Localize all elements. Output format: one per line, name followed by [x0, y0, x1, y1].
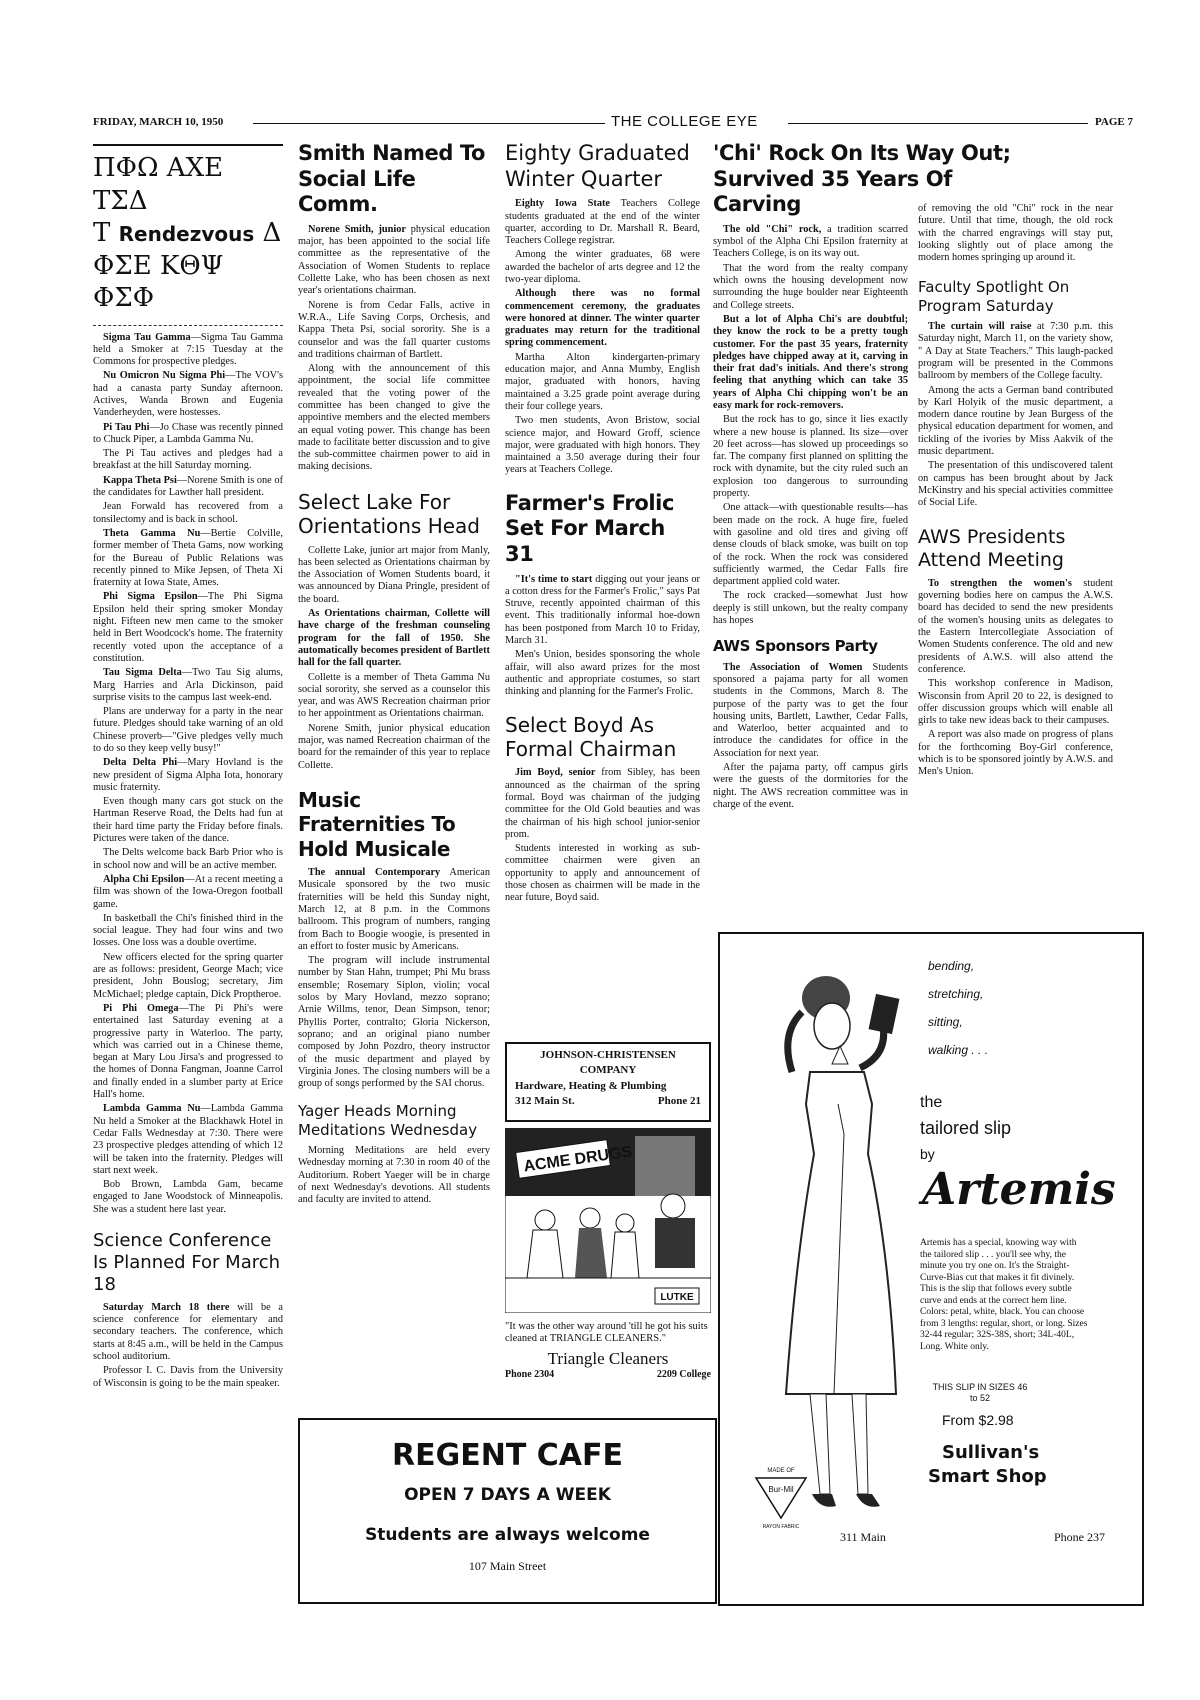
ad-verb: sitting, [928, 1015, 963, 1029]
ad-verb: bending, [928, 959, 975, 973]
paragraph-text: will be a science conference for elementary and secondary teachers. The conference, which starts at 8:45 a.m., will be held in the Campus school auditorium. [93, 1301, 283, 1363]
masthead-rule [253, 123, 605, 124]
lead-in: Jim Boyd, senior [515, 767, 596, 779]
lead-in: As Orientations chairman, Collette will have charge of the freshman counseling program for the fall of 1950. She automatically becomes president of Bartlett hall for the fall quarter. [298, 608, 490, 669]
masthead [93, 113, 1133, 132]
lead-in: "It's time to start [515, 573, 593, 585]
article-paragraph [298, 672, 490, 721]
greek-letters-row: ΦΣΕ ΚΘΨ ΦΣΦ [93, 250, 224, 313]
article-body [298, 545, 490, 772]
article-body [298, 224, 490, 474]
paragraph-text: That the word from the realty company which owns the housing development now surrounding the huge boulder near Eighteenth and College streets. [713, 262, 908, 311]
headline-farmers-frolic: Farmer's Frolic Set For March 31 [505, 490, 674, 566]
ad-phone: Phone 237 [1054, 1530, 1105, 1544]
lead-in: The annual Contemporary [308, 867, 441, 879]
lead-in: Eighty Iowa State [515, 198, 610, 210]
article-paragraph [298, 608, 490, 669]
ad-phone: Phone 21 [657, 1095, 701, 1108]
paragraph-text: The program will include instrumental number by Stan Hahn, trumpet; Phi Mu brass ensemble; Rosemary Siplon, violin; vocal solos by Mary Hovland, mezzo soprano; Arnie Willms, tenor, Dean Simpson, tenor; Phyllis Porter, contralto; Gloria Nickerson, soprano; and an original piano number composed by John Pozdro, theory instructor of the music department and played by Virginia Jones. The closing numbers will be a group of songs performed by the SAI chorus. [298, 955, 490, 1090]
paragraph-text: Collette is a member of Theta Gamma Nu social sorority, she served as a counselor this year, and was AWS Recreation chairman prior to her appointment as Orientations chairman. [298, 671, 490, 720]
paragraph-text: —The VOV's had a canasta party Sunday afternoon. Actives, Wanda Brown and Eugenia Vanderheyden, were hostesses. [93, 370, 283, 419]
article-paragraph [93, 874, 283, 911]
column-three [505, 137, 700, 907]
ad-tagline: Students are always welcome [365, 1525, 650, 1545]
article-paragraph [298, 300, 490, 361]
lead-in: Kappa Theta Psi [103, 474, 177, 486]
article-paragraph [93, 501, 283, 526]
article-paragraph [298, 723, 490, 772]
lead-in: Pi Tau Phi [103, 421, 150, 433]
article-paragraph [505, 198, 700, 247]
paragraph-text: A report was also made on progress of plans for the forthcoming Boy-Girl conference, which is to be sponsored jointly by A.W.S. and Men's Union. [918, 729, 1113, 778]
article-paragraph [918, 321, 1113, 382]
headline-smith-named: Smith Named To Social Life Comm. [298, 141, 486, 217]
paragraph-text: physical education major, has been appointed to the social life committee as the representative of the Association of Women Students to replace Collette Lake, who has been chosen as next year's orientations chairman. [298, 223, 490, 297]
paragraph-text: —The Phi Sigma Epsilon held their spring smoker Monday night. Fifteen new men came to the smoker held in Bert Woodcock's home. The fraternity recently voted upon the acceptance of a constitution. [93, 591, 283, 664]
article-paragraph [713, 224, 908, 261]
ad-verbs [928, 952, 988, 1064]
ad-the: the [920, 1094, 943, 1111]
article-paragraph [505, 352, 700, 413]
article-paragraph [713, 590, 908, 627]
ad-phone: Phone 2304 [505, 1369, 555, 1380]
article-paragraph [505, 767, 700, 841]
article-paragraph [93, 528, 283, 589]
lead-in: Theta Gamma Nu [103, 527, 201, 539]
article-body [298, 1145, 490, 1206]
article-paragraph [918, 385, 1113, 459]
ad-business-name: Triangle Cleaners [547, 1349, 669, 1368]
paragraph-text: Among the winter graduates, 68 were awarded the bachelor of arts degree and 12 the two-year diploma. [505, 249, 700, 285]
paragraph-text: —Norene Smith is one of the candidates for Lawther hall president. [93, 474, 283, 499]
lead-in: Pi Phi Omega [103, 1002, 179, 1014]
article-paragraph [298, 363, 490, 474]
article-paragraph [298, 545, 490, 606]
paragraph-text: New officers elected for the spring quarter are as follows: president, George Mach; vice president, John Bouslog; secretary, Jim McMichael; pledge captain, Dick Proptheroe. [93, 951, 283, 1000]
paragraph-text: digging out your jeans or a cotton dress for the Farmer's Frolic," says Pat Struve, recently appointed chairman of this event. This traditionally informal hoe-down has been postponed from March 10 to Friday, March 31. [505, 573, 700, 647]
paragraph-text: —Sigma Tau Gamma held a Smoker at 7:15 Tuesday at the Commons for prospective pledges. [93, 331, 283, 368]
column-greek-news [93, 140, 283, 1392]
article-paragraph [93, 1103, 283, 1177]
headline-eighty-graduated: Eighty Graduated Winter Quarter [505, 141, 690, 191]
paragraph-text: —Jo Chase was recently pinned to Chuck Piper, a Lambda Gamma Nu. [93, 421, 283, 445]
headline-science-conference: Science Conference Is Planned For March 18 [93, 1229, 281, 1295]
ad-by: by [920, 1146, 935, 1162]
article-paragraph [713, 762, 908, 811]
article-paragraph [93, 1179, 283, 1216]
label-top-text: MADE OF [767, 1468, 795, 1474]
article-paragraph [505, 843, 700, 904]
lead-in: The curtain will raise [928, 321, 1032, 333]
headline-yager-meditations: Yager Heads Morning Meditations Wednesday [298, 1102, 478, 1139]
paragraph-text: Students interested in working as sub-committee chairmen were given an opportunity to apply and announcement of those chosen as chairmen will be made in the near future, Boyd said. [505, 843, 700, 904]
paragraph-text: Norene Smith, junior physical education major, was named Recreation chairman of the board for the remainder of this year to replace Collette. [298, 722, 490, 771]
ad-company-name: JOHNSON-CHRISTENSEN COMPANY [540, 1049, 676, 1077]
paragraph-text: After the pajama party, off campus girls were the guests of the dormitories for the night. The AWS recreation committee was in charge of the event. [713, 762, 908, 810]
paragraph-text: Students sponsored a pajama party for all women students in the Commons, March 8. The purpose of the party was to get the four housing units, Bartlett, Lawther, Cedar Falls, and Waterloo, better acquainted and to introduce the candidates for office in the Association for next year. [713, 661, 909, 759]
paragraph-text: Plans are underway for a party in the near future. Pledges should take warning of an old Chinese proverb—"Give pledges velly much to do so they keep velly busy!" [93, 706, 283, 754]
ad-address: 2209 College [656, 1369, 711, 1380]
paragraph-text: —Mary Hovland is the new president of Sigma Alpha Iota, honorary music fraternity. [93, 757, 283, 793]
lead-in: Alpha Chi Epsilon [103, 873, 185, 885]
lead-in: Phi Sigma Epsilon [103, 591, 198, 603]
rendezvous-title: Rendezvous [118, 222, 255, 246]
article-paragraph [713, 263, 908, 312]
article-paragraph [713, 314, 908, 412]
column-five [918, 203, 1113, 781]
column-two [298, 137, 490, 1208]
bur-mil-label [746, 1462, 816, 1532]
issue-date: FRIDAY, MARCH 10, 1950 [93, 116, 224, 128]
lead-in: Norene Smith, junior [308, 223, 406, 235]
headline-aws-party: AWS Sponsors Party [713, 637, 878, 656]
article-paragraph [93, 591, 283, 665]
paragraph-text: Two men students, Avon Bristow, social science major, and Howard Groff, science major, were graduated with high honors. They maintained a 3.50 average during their four years at Teachers College. [505, 415, 700, 476]
paragraph-text: Even though many cars got stuck on the Hartman Reserve Road, the Delts had fun at their hard time party the Friday before finals. Pictures were taken of the dance. [93, 796, 283, 845]
greek-letter: Τ [93, 218, 111, 248]
article-body [298, 867, 490, 1090]
ad-johnson-christensen [505, 1042, 711, 1122]
rendezvous-header [93, 144, 283, 315]
article-paragraph [298, 1145, 490, 1206]
ad-body-copy: Artemis has a special, knowing way with the tailored slip . . . you'll see why, the minute you try one on. It's the Straight-Curve-Bias cut that makes it fit divinely. This is the slip that follows every subtle curve and ends at the correct hem line. Colors: petal, white, black. You can choose from 3 lengths: regular, short, or long. Sizes 32-44 regular; 32S-38S, short; 34L-40L, Long. White only. [920, 1238, 1088, 1352]
article-paragraph [93, 952, 283, 1001]
headline-boyd-formal: Select Boyd As Formal Chairman [505, 712, 677, 761]
article-paragraph [713, 662, 908, 760]
paragraph-text: Bob Brown, Lambda Gam, became engaged to Jane Woodstock of Minneapolis. She was a student here last year. [93, 1179, 283, 1215]
headline-lake-orientations: Select Lake For Orientations Head [298, 489, 480, 539]
ad-business-name: REGENT CAFE [392, 1438, 623, 1473]
paragraph-text: One attack—with questionable results—has been made on the rock. A huge fire, fueled with gasoline and old tires and giving off dense clouds of black smoke, was built on top of the rock. When the rock was considered sufficiently warmed, the Cedar Falls fire department applied cold water. [713, 502, 908, 588]
ad-store-name-line2: Smart Shop [928, 1466, 1047, 1487]
paragraph-text: Along with the announcement of this appointment, the social life committee revealed that the voting power of the committee has been changed to give the appointive members and the elected members an equal voting power. This change has been made to facilitate better discussion and to give the sub-committee chairmen power to aid in making decisions. [298, 363, 490, 473]
paragraph-text: The rock cracked—somewhat Just how deeply is still unkown, but the realty company has hopes [713, 590, 908, 627]
ad-product-name: tailored slip [920, 1118, 1012, 1138]
article-paragraph [93, 1003, 283, 1101]
lead-in: Although there was no formal commencement ceremony, the graduates were honored at dinner. The winter quarter graduates may return for the traditional spring commencement. [505, 288, 700, 349]
article-paragraph [93, 1365, 283, 1390]
newspaper-title: THE COLLEGE EYE [611, 113, 758, 130]
article-paragraph [298, 955, 490, 1090]
article-paragraph [93, 475, 283, 500]
ad-regent-cafe [298, 1418, 717, 1604]
article-paragraph [93, 706, 283, 755]
article-paragraph [918, 460, 1113, 509]
paragraph-text: —The Pi Phi's were entertained last Saturday evening at a progressive party in Waterloo. The party, which was carried out in a Chinese theme, began at Mary Lou Jirsa's and progressed to the homes of Donna Fangman, Joanne Carrol and finally ended in a slumber party at Erice Hall's home. [93, 1002, 283, 1101]
article-paragraph [918, 678, 1113, 727]
article-paragraph [505, 649, 700, 698]
article-paragraph [505, 415, 700, 476]
label-brand-text: Bur-Mil [768, 1485, 794, 1494]
paragraph-text: —Bertie Colville, former member of Theta Gams, now working for the Bureau of Public Relations was recently pinned to Mike Jepsen, of Theta Xi fraternity at Iowa State, Ames. [93, 527, 283, 589]
paragraph-text: —Two Tau Sig alums, Marg Harries and Arla Dickinson, paid surprise visits to the campus last week-end. [93, 667, 283, 703]
article-paragraph [93, 913, 283, 950]
paragraph-text: The presentation of this undiscovered talent on campus has been brought about by Jack McKinstry and his special activities committee of Social Life. [918, 460, 1113, 509]
article-paragraph [93, 667, 283, 704]
article-body [505, 574, 700, 699]
article-body [505, 767, 700, 904]
paragraph-text: Martha Alton kindergarten-primary education major, and Anna Mumby, English major, graduated with honors, having maintained a 3.25 grade point average during their four college years. [505, 351, 700, 412]
paragraph-text: —Lambda Gamma Nu held a Smoker at the Blackhawk Hotel in Cedar Falls Wednesday at 7:30. There were 23 prospective pledges attending of which 12 will be taken into the fraternity. Pledges will start next week. [93, 1103, 284, 1176]
headline-chi-rock: 'Chi' Rock On Its Way Out; Survived 35 Years Of Carving [713, 141, 1011, 217]
article-paragraph [298, 867, 490, 953]
cartoon-illustration [505, 1128, 711, 1313]
paragraph-text: —At a recent meeting a film was shown of the Iowa-Oregon football game. [93, 873, 283, 910]
divider [93, 325, 283, 326]
lead-in: Saturday March 18 there [103, 1301, 230, 1313]
paragraph-text: This workshop conference in Madison, Wisconsin from April 20 to 22, is designed to offer discussion groups which will enable all girls to take new ideas back to their campuses. [918, 678, 1113, 727]
article-paragraph [93, 422, 283, 447]
greek-letters-row [93, 217, 283, 250]
paragraph-text: student governing bodies here on campus the A.W.S. board has decided to send the new presidents of the women's housing units as delegates to the Eastern Intercollegiate Association of Women Students conference. The old and new presidents of A.W.S. will also attend the conference. [918, 577, 1113, 675]
ad-price: From $2.98 [942, 1412, 1014, 1428]
lead-in: Nu Omicron Nu Sigma Phi [103, 370, 226, 382]
ad-verb: stretching, [928, 987, 984, 1001]
headline-faculty-spotlight: Faculty Spotlight On Program Saturday [918, 278, 1070, 315]
paragraph-text: a tradition scarred symbol of the Alpha Chi Epsilon fraternity at Teachers College, is on its way out. [713, 223, 909, 260]
ad-verb: walking . . . [928, 1043, 989, 1057]
article-paragraph [918, 578, 1113, 676]
ad-triangle-cleaners [505, 1128, 711, 1410]
article-paragraph [93, 796, 283, 845]
ad-address: 312 Main St. [515, 1095, 575, 1108]
greek-letters-row: ΠΦΩ ΑΧΕ ΤΣΔ [93, 153, 224, 216]
ad-tagline: Hardware, Heating & Plumbing [515, 1079, 667, 1092]
article-paragraph [505, 249, 700, 286]
label-bottom-text: RAYON FABRIC [762, 1524, 800, 1530]
article-paragraph [713, 414, 908, 500]
paragraph-text: Morning Meditations are held every Wednesday morning at 7:30 in room 40 of the Auditorium. Robert Yaeger will be in charge of next Wednesday's devotions. All students and faculty are invited to attend. [298, 1145, 490, 1206]
paragraph-text: American Musicale sponsored by the two music fraternities will be held this Sunday night, March 12, at 8 p.m. in the Commons ballroom. This program of numbers, ranging from Bach to Boogie woogie, is presented in an effort to foster music by Americans. [298, 867, 490, 952]
paragraph-text: But the rock has to go, since it lies exactly where a new house is planned. Its size—over 20 feet across—has slowed up proceedings so far. The company first planned on splitting the rock with dynamite, but the city ruled such an explosion too dangerous to surrounding property. [713, 414, 908, 500]
masthead-rule [788, 123, 1088, 124]
paragraph-text: In basketball the Chi's finished third in the social league. They had four wins and two losses. One loss was a double overtime. [93, 912, 283, 949]
article-paragraph [93, 332, 283, 369]
brand-logo: Artemis [922, 1164, 1116, 1215]
article-paragraph [298, 224, 490, 298]
paragraph-text: Teachers College students graduated at the end of the winter quarter, according to Dr. Marshall R. Beard, Teachers College registrar. [505, 198, 700, 247]
paragraph-text: from Sibley, has been announced as the chairman of the spring formal. Boyd was chairman of the judging committee for the Old Gold beauties and was the chairman of his high school junior-senior prom. [505, 767, 700, 840]
article-body [713, 224, 908, 628]
article-paragraph [505, 574, 700, 648]
greek-letter: Δ [262, 218, 282, 248]
lead-in: Sigma Tau Gamma [103, 331, 191, 343]
article-paragraph [93, 370, 283, 419]
lead-in: The old "Chi" rock, [723, 223, 822, 235]
paragraph-text: at 7:30 p.m. this Saturday night, March 11, on the variety show, " A Day at State Teachers." This laugh-packed program will be presented in the Commons ballroom by members of the College faculty. [918, 321, 1113, 382]
lead-in: To strengthen the women's [928, 577, 1072, 589]
page-number: PAGE 7 [1095, 116, 1133, 128]
lead-in: The Association of Women [723, 661, 863, 673]
ad-address: 311 Main [840, 1530, 886, 1544]
ad-caption: "It was the other way around 'till he got his suits cleaned at TRIANGLE CLEANERS." [505, 1321, 708, 1344]
article-paragraph [918, 729, 1113, 778]
article-continuation: of removing the old "Chi" rock in the near future. Until that time, though, the old rock with the charred engravings will stay put, looking slightly out of place among the modern homes springing up around it. [918, 203, 1113, 264]
headline-aws-presidents: AWS Presidents Attend Meeting [918, 525, 1066, 571]
paragraph-text: Professor I. C. Davis from the University of Wisconsin is going to be the main speaker. [93, 1365, 283, 1389]
cartoon-sign-text: ACME DRUGS [522, 1143, 634, 1176]
paragraph-text: Jean Forwald has recovered from a tonsilectomy and is back in school. [93, 501, 283, 525]
lead-in: Tau Sigma Delta [103, 667, 182, 679]
article-paragraph [93, 847, 283, 872]
article-paragraph [93, 757, 283, 794]
lead-in: Lambda Gamma Nu [103, 1103, 201, 1115]
article-body [918, 578, 1113, 779]
article-paragraph [505, 288, 700, 349]
article-body [93, 332, 283, 1216]
article-paragraph [713, 502, 908, 588]
paragraph-text: Among the acts a German band contributed by Karl Holyik of the music department, a modern dance routine by Jean Burgess of the physical education department for women, and tickling of the ivories by Miss Aakvik of the music department. [918, 384, 1113, 458]
cartoon-signature: LUTKE [660, 1292, 694, 1303]
article-body [93, 1302, 283, 1390]
paragraph-text: Collette Lake, junior art major from Manly, has been selected as Orientations chairman by the Association of Women Students board, it was announced by Diana Pringle, president of the board. [298, 544, 490, 605]
paragraph-text: The Delts welcome back Barb Prior who is in school now and will be an active member. [93, 847, 283, 871]
paragraph-text: Norene is from Cedar Falls, active in W.R.A., Life Saving Corps, Orchesis, and Kappa Theta Psi, social sorority. She is a counselor and was the fall quarter customs and traditions chairman of Bartlett. [298, 299, 490, 360]
ad-hours: OPEN 7 DAYS A WEEK [404, 1485, 611, 1505]
article-body [713, 662, 908, 812]
ad-artemis-slip [718, 932, 1144, 1606]
article-paragraph [93, 448, 283, 473]
article-paragraph [93, 1302, 283, 1363]
article-body [918, 321, 1113, 509]
article-body [505, 198, 700, 477]
paragraph-text: Men's Union, besides sponsoring the whole affair, will also award prizes for the most authentic and appropriate costumes, so start thinking and planning for the Farmer's Frolic. [505, 649, 700, 698]
lead-in: Delta Delta Phi [103, 757, 178, 769]
ad-store-name-line1: Sullivan's [942, 1442, 1040, 1463]
paragraph-text: The Pi Tau actives and pledges had a breakfast at the hill Saturday morning. [93, 448, 283, 472]
lead-in: But a lot of Alpha Chi's are doubtful; they know the rock to be a pretty tough customer. For the past 35 years, fraternity pledges have chipped away at it, carving in their frat dad's initials. And there's strong feeling that anything which can take 35 years of Alpha Chi chipping won't be an easy mark for rock-removers. [713, 313, 908, 411]
ad-address: 107 Main Street [468, 1559, 547, 1573]
ad-sizes-note: THIS SLIP IN SIZES 46 to 52 [932, 1382, 1028, 1403]
headline-music-fraternities: Music Fraternities To Hold Musicale [298, 787, 456, 861]
